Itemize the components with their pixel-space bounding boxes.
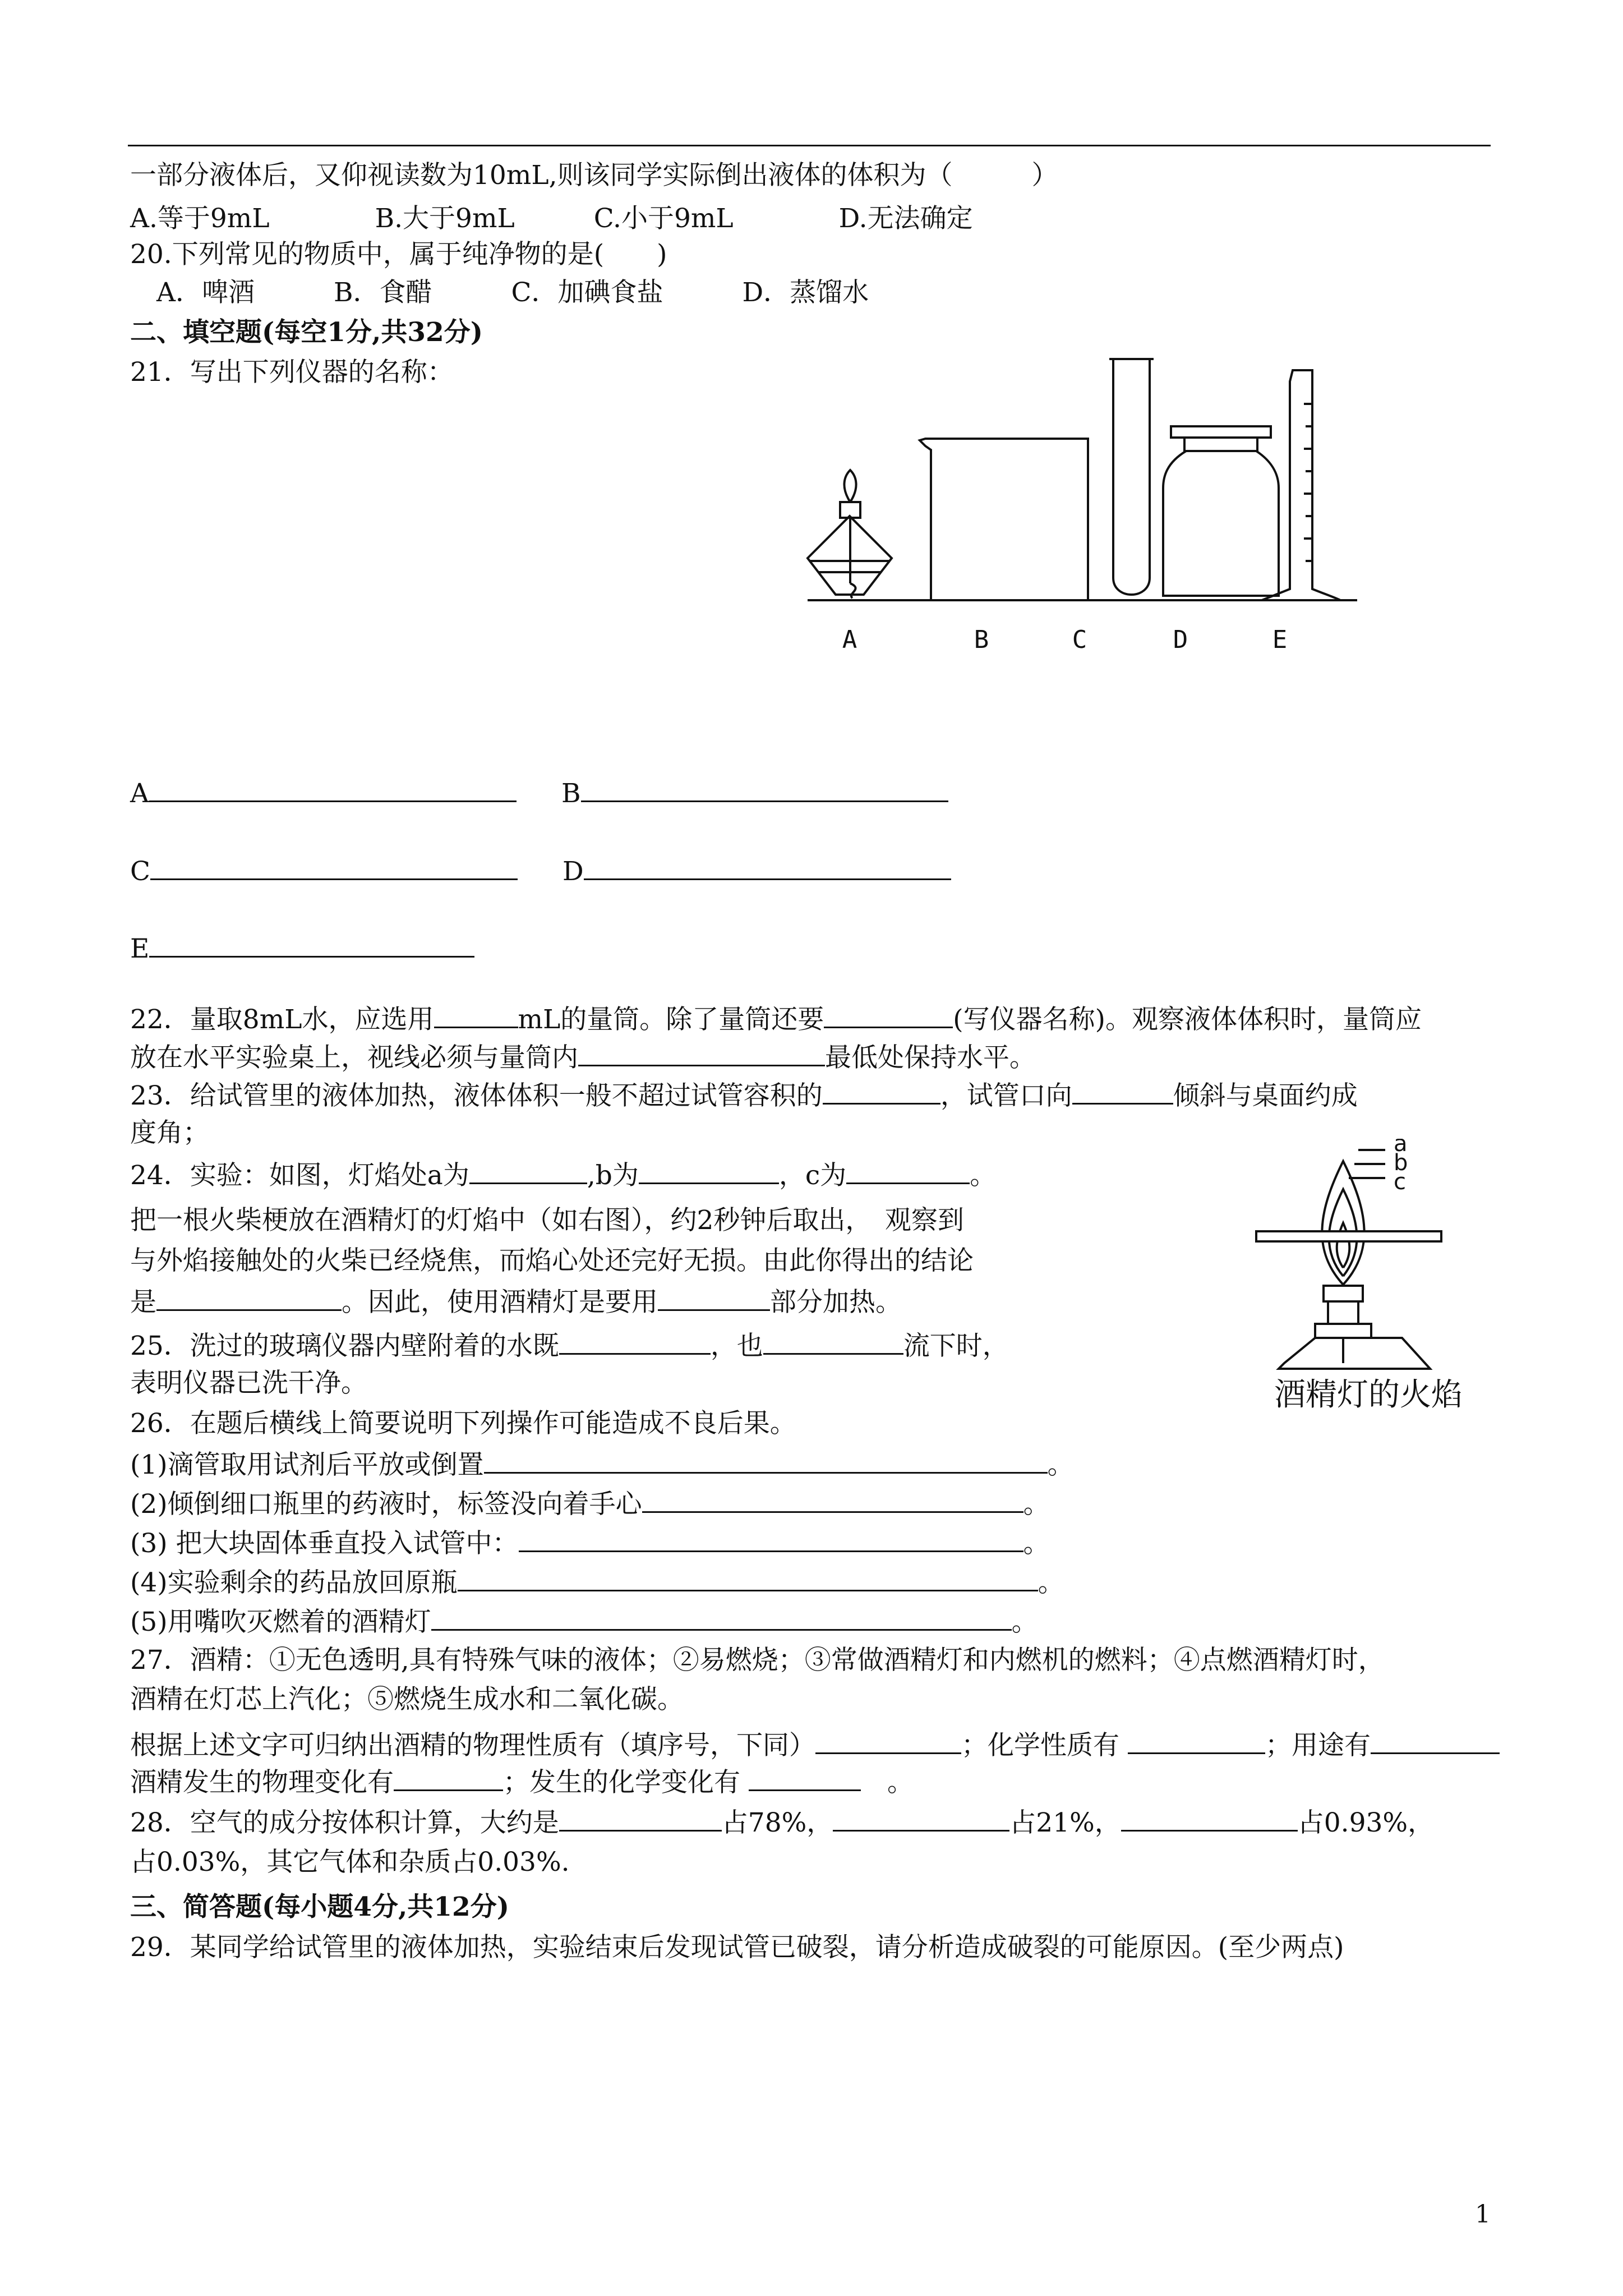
- q27-text-d: 酒精发生的物理变化有: [130, 1767, 394, 1798]
- q24-text-g: 部分加热。: [770, 1287, 902, 1318]
- q27-blank-chem-change[interactable]: [749, 1765, 861, 1791]
- q22-text-a: 22．量取8mL水，应选用: [130, 1004, 434, 1035]
- page-number: 1: [1475, 2200, 1491, 2229]
- q26-item-5-text: (5)用嘴吹灭燃着的酒精灯: [130, 1607, 431, 1637]
- q29-text: 29．某同学给试管里的液体加热，实验结束后发现试管已破裂，请分析造成破裂的可能原因。(至少两点): [130, 1932, 1344, 1963]
- q22-text-d: 放在水平实验桌上，视线必须与量筒内: [130, 1042, 578, 1073]
- flame-label-c: c: [1394, 1169, 1406, 1195]
- q26-item-5: [130, 1604, 1038, 1639]
- q26-blank-1[interactable]: [484, 1447, 1048, 1474]
- answer-label-a: A: [130, 778, 149, 809]
- q28-text-b: 占78%，: [721, 1807, 833, 1838]
- q22-blank-3[interactable]: [578, 1040, 825, 1066]
- alcohol-lamp-icon: [808, 470, 892, 598]
- q28-text-c: 占21%，: [1009, 1807, 1121, 1838]
- q26-item-1-text: (1)滴管取用试剂后平放或倒置: [130, 1450, 484, 1480]
- flame-figure: [1251, 1139, 1497, 1414]
- q24-text-e: 是: [130, 1287, 156, 1318]
- answer-blank-c[interactable]: [150, 854, 518, 880]
- q24-blank-conclusion[interactable]: [156, 1285, 342, 1311]
- q27-line3: [130, 1728, 1500, 1763]
- answer-blank-d[interactable]: [584, 854, 951, 880]
- q28-text-d: 占0.93%，: [1297, 1807, 1435, 1838]
- q24-blank-c[interactable]: [846, 1158, 970, 1184]
- q26-blank-4[interactable]: [458, 1565, 1038, 1591]
- figure-label-d: D: [1173, 625, 1188, 654]
- q26-end-4: 。: [1038, 1567, 1064, 1598]
- q27-text-b: ；化学性质有: [961, 1730, 1128, 1761]
- q27-line2: 酒精在灯芯上汽化；⑤燃烧生成水和二氧化碳。: [130, 1684, 684, 1715]
- q22-text-e: 最低处保持水平。: [825, 1042, 1036, 1073]
- q24-text-f: 。因此，使用酒精灯是要用: [342, 1287, 658, 1318]
- lab-apparatus-figure: [796, 348, 1363, 662]
- q22-blank-1[interactable]: [434, 1002, 518, 1028]
- q24-line3: 与外焰接触处的火柴已经烧焦，而焰心处还完好无损。由此你得出的结论: [130, 1245, 974, 1276]
- q27-text-e: ；发生的化学变化有: [503, 1767, 749, 1798]
- q26-item-2-text: (2)倾倒细口瓶里的药液时，标签没向着手心: [130, 1489, 642, 1520]
- answer-blank-a[interactable]: [149, 776, 517, 802]
- q22-blank-2[interactable]: [824, 1002, 953, 1028]
- answer-label-b: B: [561, 778, 581, 809]
- q22-line2: [130, 1040, 1036, 1075]
- q27-blank-uses[interactable]: [1371, 1728, 1500, 1754]
- section2-title: 二、填空题(每空1分,共32分): [130, 317, 483, 348]
- q22-text-c: (写仪器名称)。观察液体体积时，量筒应: [953, 1004, 1422, 1035]
- q24-text-c: ，c为: [778, 1160, 847, 1191]
- graduated-cylinder-icon: [1262, 370, 1340, 600]
- q27-text-c: ；用途有: [1265, 1730, 1371, 1761]
- q21-stem: 21．写出下列仪器的名称：: [130, 357, 454, 388]
- q23-line1: [130, 1078, 1358, 1113]
- q24-blank-part[interactable]: [658, 1285, 770, 1311]
- q25-blank-1[interactable]: [559, 1328, 711, 1355]
- q24-line2: 把一根火柴梗放在酒精灯的灯焰中（如右图），约2秒钟后取出， 观察到: [130, 1205, 964, 1236]
- answer-label-e: E: [130, 933, 150, 964]
- q25-blank-2[interactable]: [763, 1328, 903, 1355]
- figure-label-e: E: [1272, 625, 1288, 654]
- q25-text-a: 25．洗过的玻璃仪器内壁附着的水既: [130, 1331, 559, 1361]
- q26-item-4: [130, 1565, 1064, 1600]
- q26-end-2: 。: [1023, 1489, 1050, 1520]
- q26-stem: 26．在题后横线上简要说明下列操作可能造成不良后果。: [130, 1408, 796, 1439]
- flame-label-a: a: [1394, 1139, 1408, 1157]
- flame-caption: 酒精灯的火焰: [1274, 1377, 1463, 1413]
- q27-text-a: 根据上述文字可归纳出酒精的物理性质有（填序号，下同）: [130, 1730, 815, 1761]
- test-tube-icon: [1109, 359, 1154, 595]
- q26-end-5: 。: [1011, 1607, 1038, 1637]
- q26-end-1: 。: [1047, 1450, 1074, 1480]
- header-rule: [128, 145, 1491, 146]
- q28-blank-1[interactable]: [559, 1805, 722, 1832]
- q26-blank-2[interactable]: [642, 1487, 1023, 1513]
- q22-line1: [130, 1002, 1422, 1037]
- q26-item-3: [130, 1526, 1050, 1561]
- q26-blank-3[interactable]: [519, 1526, 1023, 1552]
- q24-text-b: ,b为: [587, 1160, 639, 1191]
- answer-label-d: D: [562, 856, 584, 887]
- q26-item-3-text: (3) 把大块固体垂直投入试管中：: [130, 1528, 519, 1559]
- q22-text-b: mL的量筒。除了量筒还要: [518, 1004, 824, 1035]
- answer-blank-e[interactable]: [149, 931, 474, 958]
- figure-label-b: B: [974, 625, 989, 654]
- q27-blank-chemical[interactable]: [1128, 1728, 1265, 1754]
- section3-title: 三、简答题(每小题4分,共12分): [130, 1892, 509, 1922]
- figure-label-a: A: [842, 625, 857, 654]
- q27-blank-phys-change[interactable]: [394, 1765, 503, 1791]
- q26-item-2: [130, 1487, 1050, 1521]
- q25-text-c: 流下时，: [903, 1331, 1009, 1361]
- q23-blank-1[interactable]: [823, 1078, 940, 1105]
- q20-stem: 20.下列常见的物质中，属于纯净物的是( ): [130, 239, 667, 270]
- q28-text-a: 28．空气的成分按体积计算，大约是: [130, 1807, 559, 1838]
- q26-item-1: [130, 1447, 1074, 1482]
- q24-text-a: 24．实验：如图，灯焰处a为: [130, 1160, 469, 1191]
- q26-end-3: 。: [1023, 1528, 1050, 1559]
- answer-label-c: C: [130, 856, 150, 887]
- answer-row-cd: [130, 854, 951, 889]
- q26-blank-5[interactable]: [431, 1604, 1012, 1631]
- q27-line4: [130, 1765, 914, 1800]
- q28-line1: [130, 1805, 1434, 1840]
- reagent-bottle-icon: [1163, 426, 1279, 596]
- q23-blank-2[interactable]: [1072, 1078, 1173, 1105]
- q23-text-b: ，试管口向: [940, 1080, 1072, 1111]
- flame-label-b: b: [1394, 1150, 1408, 1176]
- q19-continued-text: 一部分液体后，又仰视读数为10mL,则该同学实际倒出液体的体积为（ ）: [130, 160, 1058, 191]
- q28-line2: 占0.03%，其它气体和杂质占0.03%.: [130, 1847, 570, 1878]
- figure-label-c: C: [1072, 625, 1087, 654]
- q24-blank-a[interactable]: [469, 1158, 587, 1184]
- beaker-icon: [920, 439, 1088, 600]
- q24-line1: [130, 1158, 996, 1193]
- q20-options: A．啤酒 B．食醋 C．加碘食盐 D．蒸馏水: [130, 277, 869, 308]
- answer-blank-b[interactable]: [581, 776, 948, 802]
- flame-core-icon: [1337, 1223, 1350, 1268]
- q28-blank-3[interactable]: [1121, 1805, 1298, 1832]
- answer-row-ab: [130, 776, 948, 811]
- q24-blank-b[interactable]: [639, 1158, 779, 1184]
- q25-line2: 表明仪器已洗干净。: [130, 1368, 367, 1398]
- q28-blank-2[interactable]: [833, 1805, 1009, 1832]
- q25-text-b: ，也: [710, 1331, 763, 1361]
- q19-options: A.等于9mL B.大于9mL C.小于9mL D.无法确定: [130, 203, 973, 234]
- q23-text-a: 23．给试管里的液体加热，液体体积一般不超过试管容积的: [130, 1080, 823, 1111]
- matchstick-icon: [1256, 1231, 1441, 1241]
- q27-text-f: 。: [860, 1767, 914, 1798]
- q23-text-c: 倾斜与桌面约成: [1173, 1080, 1358, 1111]
- q27-line1: 27．酒精：①无色透明,具有特殊气味的液体；②易燃烧；③常做酒精灯和内燃机的燃料；④点燃酒精灯时，: [130, 1645, 1385, 1676]
- q27-blank-physical[interactable]: [815, 1728, 961, 1754]
- q23-line2: 度角；: [130, 1117, 209, 1148]
- q24-text-d: 。: [970, 1160, 997, 1191]
- q25-line1: [130, 1328, 1009, 1363]
- answer-row-e: [130, 931, 474, 966]
- lab-apparatus-svg: [796, 348, 1363, 662]
- flame-figure-svg: [1251, 1139, 1497, 1414]
- q24-line4: [130, 1285, 902, 1319]
- q26-item-4-text: (4)实验剩余的药品放回原瓶: [130, 1567, 458, 1598]
